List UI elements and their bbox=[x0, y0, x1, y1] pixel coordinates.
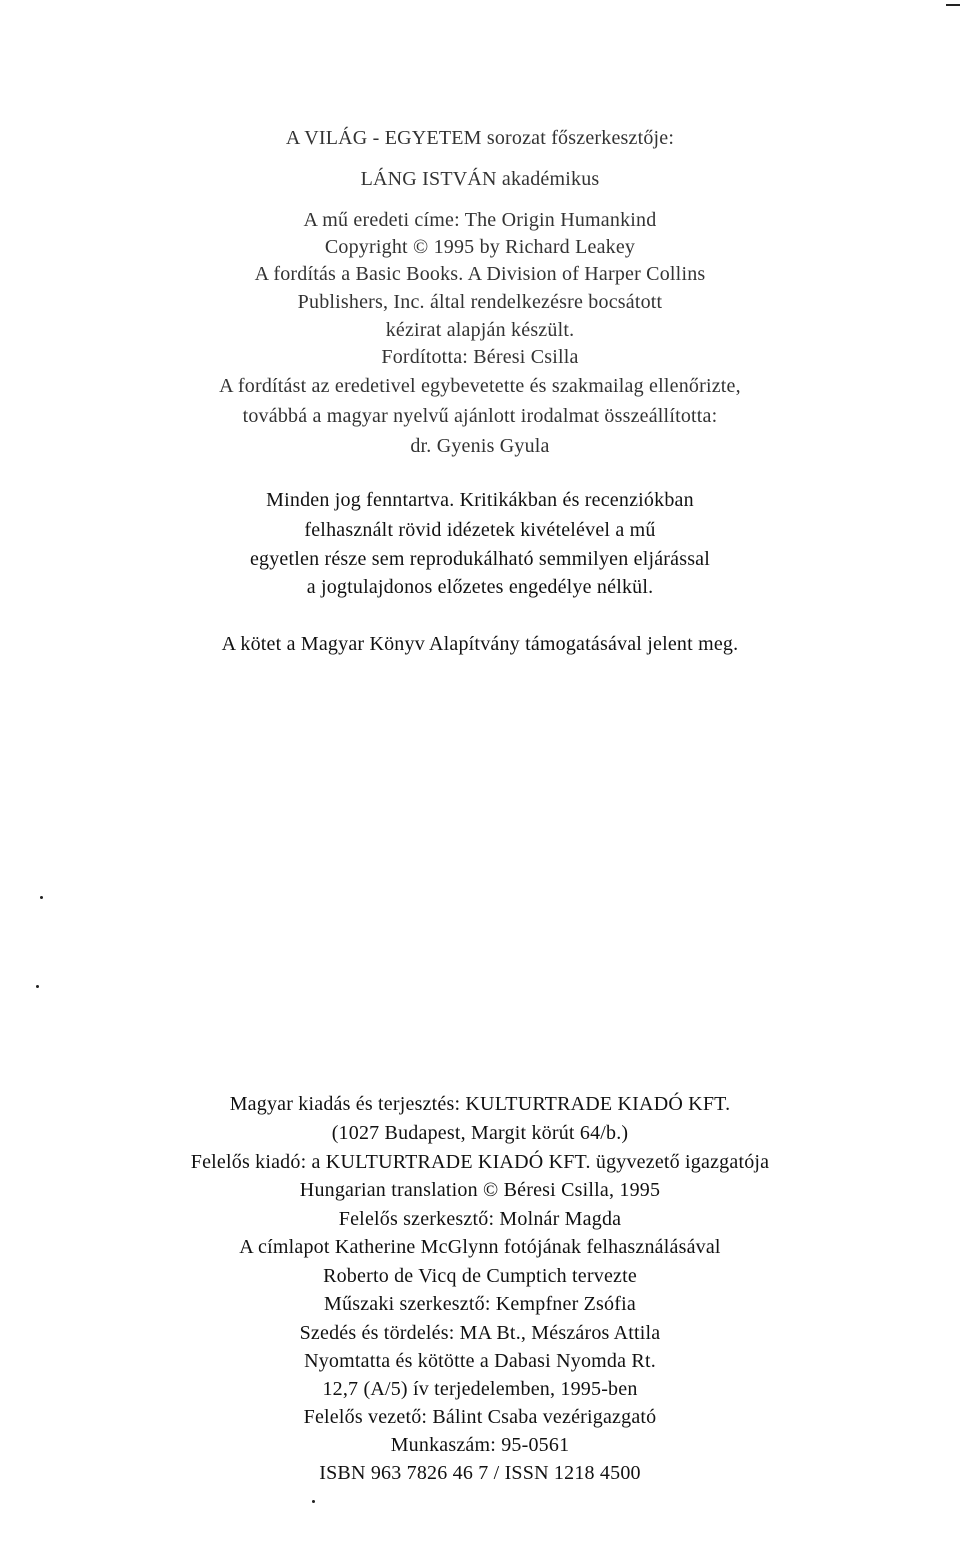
rights-line-4: a jogtulajdonos előzetes engedélye nélkül. bbox=[306, 576, 654, 598]
scan-speck bbox=[40, 896, 43, 899]
imprint-printing: Nyomtatta és kötötte a Dabasi Nyomda Rt. bbox=[304, 1350, 656, 1372]
support-line: A kötet a Magyar Könyv Alapítvány támogatásával jelent meg. bbox=[221, 633, 739, 655]
original-title: A mű eredeti címe: The Origin Humankind bbox=[303, 209, 657, 231]
copyright-line: Copyright © 1995 by Richard Leakey bbox=[324, 236, 636, 258]
translation-basis-3: kézirat alapján készült. bbox=[385, 319, 575, 341]
translation-basis-2: Publishers, Inc. által rendelkezésre bocsátott bbox=[297, 291, 663, 313]
imprint-isbn: ISBN 963 7826 46 7 / ISSN 1218 4500 bbox=[319, 1462, 641, 1484]
reviewer-line-1: A fordítást az eredetivel egybevetette és szakmailag ellenőrizte, bbox=[219, 375, 741, 397]
imprint-extent: 12,7 (A/5) ív terjedelemben, 1995-ben bbox=[322, 1378, 638, 1400]
rights-line-2: felhasznált rövid idézetek kivételével a mű bbox=[304, 519, 656, 541]
reviewer-line-3: dr. Gyenis Gyula bbox=[410, 435, 550, 457]
imprint-job-number: Munkaszám: 95-0561 bbox=[390, 1434, 570, 1456]
scan-speck bbox=[36, 985, 39, 988]
scan-speck bbox=[312, 1500, 315, 1503]
translator-line: Fordította: Béresi Csilla bbox=[381, 346, 579, 368]
imprint-responsible-publisher: Felelős kiadó: a KULTURTRADE KIADÓ KFT. ügyvezető igazgatója bbox=[190, 1151, 770, 1173]
imprint-typesetting: Szedés és tördelés: MA Bt., Mészáros Attila bbox=[299, 1322, 661, 1344]
imprint-technical-editor: Műszaki szerkesztő: Kempfner Zsófia bbox=[324, 1293, 636, 1315]
imprint-cover-design: Roberto de Vicq de Cumptich tervezte bbox=[323, 1265, 637, 1287]
series-editor-line: A VILÁG - EGYETEM sorozat főszerkesztője: bbox=[285, 127, 675, 149]
imprint-cover-photo: A címlapot Katherine McGlynn fotójának felhasználásával bbox=[239, 1236, 721, 1258]
series-editor-name: LÁNG ISTVÁN akadémikus bbox=[360, 168, 600, 190]
scan-edge-mark bbox=[946, 4, 960, 6]
rights-line-3: egyetlen része sem reprodukálható semmilyen eljárással bbox=[249, 548, 711, 570]
translation-basis-1: A fordítás a Basic Books. A Division of Harper Collins bbox=[254, 263, 706, 285]
imprint-translation-copyright: Hungarian translation © Béresi Csilla, 1995 bbox=[299, 1179, 661, 1201]
reviewer-line-2: továbbá a magyar nyelvű ajánlott irodalmat összeállította: bbox=[242, 405, 718, 427]
imprint-publisher: Magyar kiadás és terjesztés: KULTURTRADE KIADÓ KFT. bbox=[229, 1093, 731, 1115]
rights-line-1: Minden jog fenntartva. Kritikákban és recenziókban bbox=[266, 489, 694, 511]
imprint-address: (1027 Budapest, Margit körút 64/b.) bbox=[331, 1122, 629, 1144]
imprint-editor: Felelős szerkesztő: Molnár Magda bbox=[338, 1208, 622, 1230]
imprint-manager: Felelős vezető: Bálint Csaba vezérigazgató bbox=[303, 1406, 657, 1428]
